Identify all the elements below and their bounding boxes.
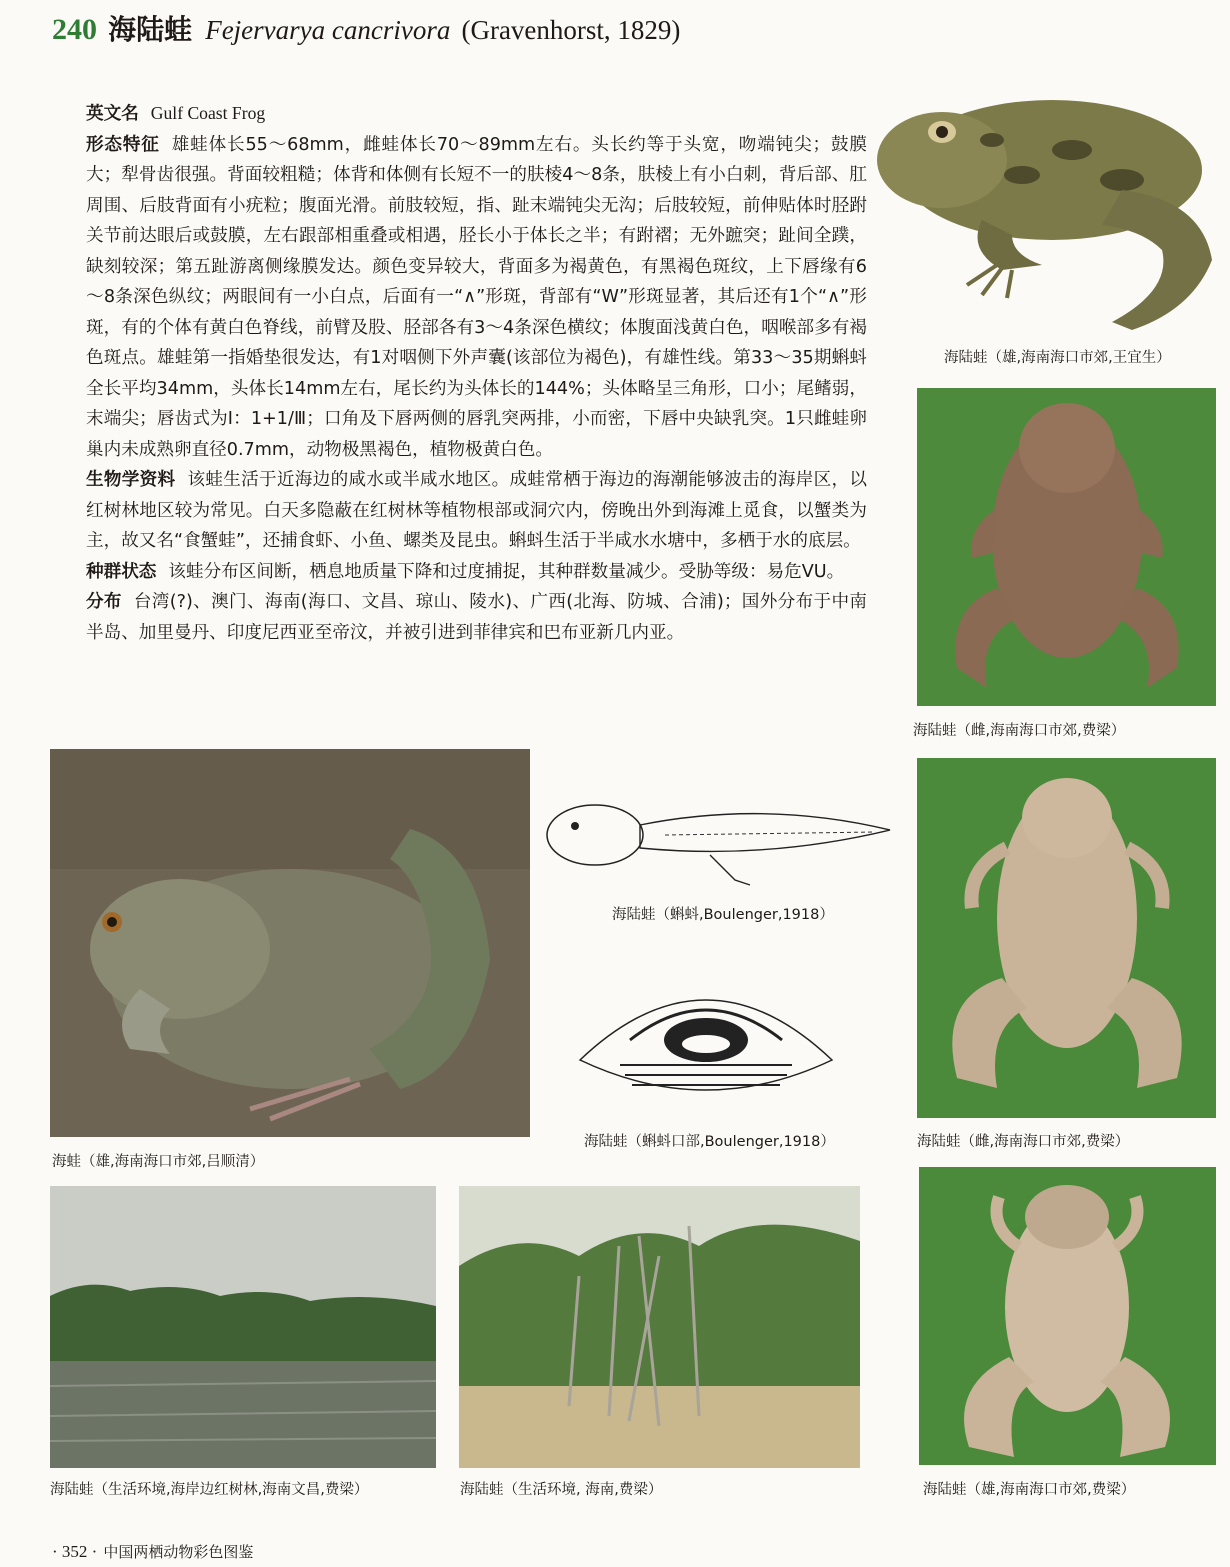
caption-dorsal-female: 海陆蛙（雌,海南海口市郊,费梁） (913, 723, 1126, 739)
photo-ventral-female (917, 758, 1216, 1118)
distribution-label: 分布 (86, 592, 122, 612)
population-text: 该蛙分布区间断，栖息地质量下降和过度捕捉，其种群数量减少。受胁等级：易危VU。 (168, 561, 845, 582)
tadpole-mouth-drawing (570, 960, 842, 1118)
tadpole-drawing (545, 790, 895, 900)
photo-habitat-mangrove (50, 1186, 436, 1468)
caption-ventral-male: 海陆蛙（雄,海南海口市郊,费梁） (923, 1482, 1136, 1498)
caption-habitat-1: 海陆蛙（生活环境,海岸边红树林,海南文昌,费梁） (50, 1482, 369, 1498)
morphology-text: 雄蛙体长55～68mm，雌蛙体长70～89mm左右。头长约等于头宽，吻端钝尖；鼓膜大；犁骨齿很强。背面较粗糙；体背和体侧有长短不一的肤棱4～8条，肤棱上有小白刺，背后部、肛周围、后肢背面有小疣粒；腹面光滑。前肢较短，指、趾末端钝尖无沟；后肢较短，前伸贴体时胫跗关节前达眼后或鼓膜，左右跟部相重叠或相遇，胫长小于体长之半；有跗褶；无外蹠突；趾间全蹼，缺刻较深；第五趾游离侧缘膜发达。颜色变异较大，背面多为褐黄色，有黑褐色斑纹，上下唇缘有6～8条深色纵纹；两眼间有一小白点，后面有一“∧”形斑，背部有“W”形斑显著，其后还有1个“∧”形斑，有的个体有黄白色脊线，前臂及股、胫部各有3～4条深色横纹；体腹面浅黄白色，咽喉部多有褐色斑点。雄蛙第一指婚垫很发达，有1对咽侧下外声囊(该部位为褐色)，有雄性线。第33～35期蝌蚪全长平均34mm，头体长14mm左右，尾长约为头体长的144%；头体略呈三角形，口小；尾鳍弱，末端尖；唇齿式为Ⅰ：1+1/Ⅲ；口角及下唇两侧的唇乳突两排，小而密，下唇中央缺乳突。1只雌蛙卵巢内未成熟卵直径0.7mm，动物极黑褐色，植物极黄白色。 (86, 134, 867, 460)
photo-ventral-male (919, 1167, 1216, 1465)
frog-illustration (872, 60, 1224, 340)
book-title: 中国两栖动物彩色图鉴 (103, 1543, 254, 1561)
photo-dorsal-female (917, 388, 1216, 706)
caption-ventral-female: 海陆蛙（雌,海南海口市郊,费梁） (917, 1134, 1130, 1150)
species-number: 240 (52, 13, 97, 46)
species-authority: (Gravenhorst, 1829) (461, 15, 681, 45)
distribution-text: 台湾(?)、澳门、海南(海口、文昌、琼山、陵水)、广西(北海、防城、合浦)；国外分布于中南半岛、加里曼丹、印度尼西亚至帝汶，并被引进到菲律宾和巴布亚新几内亚。 (86, 592, 867, 643)
caption-habitat-2: 海陆蛙（生活环境, 海南,费梁） (460, 1482, 663, 1498)
species-chinese-name: 海陆蛙 (108, 13, 193, 46)
population-label: 种群状态 (86, 561, 157, 582)
english-name-paragraph (52, 98, 867, 130)
species-description (52, 98, 867, 648)
species-title (52, 8, 872, 48)
biology-text: 该蛙生活于近海边的咸水或半咸水地区。成蛙常栖于海边的海潮能够波击的海岸区，以红树林地区较为常见。白天多隐蔽在红树林等植物根部或洞穴内，傍晚出外到海滩上觅食，以蟹类为主，故又名“食蟹蛙”，还捕食虾、小鱼、螺类及昆虫。蝌蚪生活于半咸水水塘中，多栖于水的底层。 (86, 470, 867, 551)
photo-habitat-roots (459, 1186, 860, 1468)
page-footer (52, 1541, 253, 1562)
caption-field-frog: 海蛙（雄,海南海口市郊,吕顺清） (52, 1154, 265, 1170)
english-name-value: Gulf Coast Frog (150, 103, 266, 123)
distribution-paragraph (52, 587, 867, 648)
page-number: · 352 · (52, 1542, 98, 1561)
population-paragraph (52, 557, 867, 588)
caption-illustration: 海陆蛙（雄,海南海口市郊,王宜生） (944, 350, 1171, 366)
caption-tadpole: 海陆蛙（蝌蚪,Boulenger,1918） (612, 907, 834, 923)
photo-field-frog (50, 749, 530, 1137)
biology-paragraph (52, 465, 867, 557)
biology-label: 生物学资料 (86, 470, 176, 490)
morphology-paragraph (52, 130, 867, 466)
english-name-label: 英文名 (86, 104, 139, 124)
caption-tadpole-mouth: 海陆蛙（蝌蚪口部,Boulenger,1918） (584, 1134, 835, 1150)
morphology-label: 形态特征 (86, 134, 160, 155)
species-scientific-name: Fejervarya cancrivora (205, 15, 451, 45)
